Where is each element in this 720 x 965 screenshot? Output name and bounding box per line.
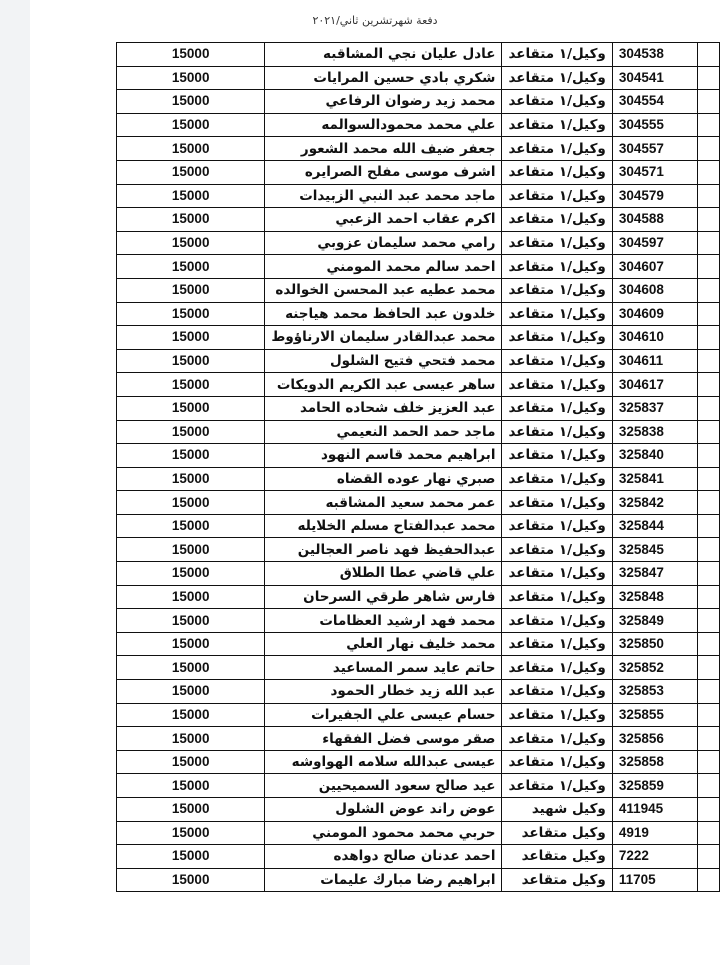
name-cell: عيد صالح سعود السميحيين [265,774,502,798]
table-row [117,845,720,869]
name-cell: عادل عليان نجي المشاقبه [265,43,502,67]
table-row [117,562,720,586]
name-cell: عوض راند عوض الشلول [265,798,502,822]
rank-type-cell: وكيل/١ متقاعد [502,562,612,586]
rank-type-cell: وكيل/١ متقاعد [502,113,612,137]
amount-cell: 15000 [117,750,265,774]
amount-cell: 15000 [117,703,265,727]
amount-cell: 15000 [117,137,265,161]
employee-id-cell: 11705 [612,868,697,892]
row-edge-cell [698,137,720,161]
row-edge-cell [698,750,720,774]
row-edge-cell [698,798,720,822]
name-cell: فارس شاهر طرقي السرحان [265,585,502,609]
name-cell: محمد فهد ارشيد العظامات [265,609,502,633]
table-row [117,444,720,468]
employee-id-cell: 4919 [612,821,697,845]
rank-type-cell: وكيل/١ متقاعد [502,231,612,255]
amount-cell: 15000 [117,680,265,704]
rank-type-cell: وكيل/١ متقاعد [502,774,612,798]
amount-cell: 15000 [117,326,265,350]
employee-id-cell: 325852 [612,656,697,680]
rank-type-cell: وكيل/١ متقاعد [502,680,612,704]
name-cell: احمد سالم محمد المومني [265,255,502,279]
rank-type-cell: وكيل/١ متقاعد [502,302,612,326]
amount-cell: 15000 [117,609,265,633]
row-edge-cell [698,396,720,420]
row-edge-cell [698,538,720,562]
row-edge-cell [698,255,720,279]
amount-cell: 15000 [117,514,265,538]
employee-id-cell: 304609 [612,302,697,326]
employee-id-cell: 304538 [612,43,697,67]
table-row [117,868,720,892]
employee-id-cell: 325853 [612,680,697,704]
rank-type-cell: وكيل متقاعد [502,868,612,892]
employee-id-cell: 304541 [612,66,697,90]
name-cell: صبري نهار عوده القضاه [265,467,502,491]
rank-type-cell: وكيل/١ متقاعد [502,66,612,90]
table-row [117,137,720,161]
name-cell: حسام عيسى علي الجفيرات [265,703,502,727]
amount-cell: 15000 [117,373,265,397]
rank-type-cell: وكيل/١ متقاعد [502,349,612,373]
amount-cell: 15000 [117,538,265,562]
row-edge-cell [698,656,720,680]
table-row [117,231,720,255]
amount-cell: 15000 [117,66,265,90]
employee-id-cell: 304557 [612,137,697,161]
table-row [117,821,720,845]
name-cell: حربي محمد محمود المومني [265,821,502,845]
table-row [117,184,720,208]
rank-type-cell: وكيل/١ متقاعد [502,90,612,114]
row-edge-cell [698,278,720,302]
employee-id-cell: 325847 [612,562,697,586]
table-row [117,680,720,704]
table-row [117,43,720,67]
rank-type-cell: وكيل/١ متقاعد [502,396,612,420]
amount-cell: 15000 [117,255,265,279]
employee-id-cell: 304579 [612,184,697,208]
name-cell: محمد زيد رضوان الرفاعي [265,90,502,114]
amount-cell: 15000 [117,467,265,491]
employee-id-cell: 325840 [612,444,697,468]
employee-id-cell: 325859 [612,774,697,798]
employee-id-cell: 325845 [612,538,697,562]
table-row [117,349,720,373]
rank-type-cell: وكيل/١ متقاعد [502,420,612,444]
name-cell: ابراهيم رضا مبارك عليمات [265,868,502,892]
table-row [117,302,720,326]
table-row [117,373,720,397]
amount-cell: 15000 [117,444,265,468]
name-cell: عيسى عبدالله سلامه الهواوشه [265,750,502,774]
amount-cell: 15000 [117,656,265,680]
employee-id-cell: 304611 [612,349,697,373]
name-cell: عمر محمد سعيد المشاقبه [265,491,502,515]
table-row [117,208,720,232]
table-row [117,326,720,350]
table-row [117,113,720,137]
employee-id-cell: 304610 [612,326,697,350]
row-edge-cell [698,585,720,609]
payment-table [116,42,720,892]
employee-id-cell: 304617 [612,373,697,397]
rank-type-cell: وكيل متقاعد [502,821,612,845]
name-cell: محمد عبدالفتاح مسلم الخلايله [265,514,502,538]
employee-id-cell: 325849 [612,609,697,633]
table-row [117,609,720,633]
row-edge-cell [698,514,720,538]
row-edge-cell [698,231,720,255]
employee-id-cell: 411945 [612,798,697,822]
row-edge-cell [698,113,720,137]
row-edge-cell [698,43,720,67]
amount-cell: 15000 [117,774,265,798]
amount-cell: 15000 [117,491,265,515]
name-cell: محمد عبدالقادر سليمان الارناؤوط [265,326,502,350]
rank-type-cell: وكيل متقاعد [502,845,612,869]
amount-cell: 15000 [117,420,265,444]
employee-id-cell: 325858 [612,750,697,774]
table-row [117,656,720,680]
row-edge-cell [698,420,720,444]
name-cell: شكري بادي حسين المرايات [265,66,502,90]
row-edge-cell [698,90,720,114]
table-row [117,420,720,444]
amount-cell: 15000 [117,585,265,609]
amount-cell: 15000 [117,868,265,892]
row-edge-cell [698,609,720,633]
rank-type-cell: وكيل/١ متقاعد [502,255,612,279]
employee-id-cell: 325838 [612,420,697,444]
row-edge-cell [698,467,720,491]
rank-type-cell: وكيل/١ متقاعد [502,467,612,491]
employee-id-cell: 304608 [612,278,697,302]
table-row [117,632,720,656]
name-cell: اكرم عقاب احمد الزعبي [265,208,502,232]
name-cell: ماجد محمد عبد النبي الزبيدات [265,184,502,208]
employee-id-cell: 304555 [612,113,697,137]
row-edge-cell [698,703,720,727]
rank-type-cell: وكيل/١ متقاعد [502,208,612,232]
employee-id-cell: 325856 [612,727,697,751]
row-edge-cell [698,774,720,798]
row-edge-cell [698,562,720,586]
name-cell: علي قاضي عطا الطلاق [265,562,502,586]
amount-cell: 15000 [117,43,265,67]
rank-type-cell: وكيل/١ متقاعد [502,184,612,208]
amount-cell: 15000 [117,727,265,751]
name-cell: اشرف موسى مفلح الصرايره [265,160,502,184]
document-title: دفعة شهرتشرين ثاني/٢٠٢١ [312,14,438,27]
amount-cell: 15000 [117,208,265,232]
row-edge-cell [698,444,720,468]
name-cell: صقر موسى فضل الفقهاء [265,727,502,751]
rank-type-cell: وكيل/١ متقاعد [502,656,612,680]
name-cell: عبد العزيز خلف شحاده الحامد [265,396,502,420]
table-row [117,774,720,798]
row-edge-cell [698,821,720,845]
name-cell: حاتم عايد سمر المساعيد [265,656,502,680]
table-row [117,491,720,515]
table-row [117,467,720,491]
row-edge-cell [698,184,720,208]
employee-id-cell: 325842 [612,491,697,515]
amount-cell: 15000 [117,798,265,822]
rank-type-cell: وكيل/١ متقاعد [502,491,612,515]
name-cell: عبدالحفيظ فهد ناصر العجالين [265,538,502,562]
employee-id-cell: 325848 [612,585,697,609]
rank-type-cell: وكيل/١ متقاعد [502,750,612,774]
amount-cell: 15000 [117,302,265,326]
row-edge-cell [698,160,720,184]
amount-cell: 15000 [117,562,265,586]
amount-cell: 15000 [117,278,265,302]
row-edge-cell [698,349,720,373]
employee-id-cell: 325850 [612,632,697,656]
row-edge-cell [698,66,720,90]
rank-type-cell: وكيل/١ متقاعد [502,585,612,609]
amount-cell: 15000 [117,632,265,656]
name-cell: ابراهيم محمد قاسم النهود [265,444,502,468]
amount-cell: 15000 [117,184,265,208]
rank-type-cell: وكيل/١ متقاعد [502,326,612,350]
employee-id-cell: 304607 [612,255,697,279]
table-row [117,703,720,727]
payment-table-body [117,43,720,892]
amount-cell: 15000 [117,160,265,184]
employee-id-cell: 325841 [612,467,697,491]
name-cell: ماجد حمد الحمد النعيمي [265,420,502,444]
name-cell: محمد عطيه عبد المحسن الخوالده [265,278,502,302]
table-row [117,255,720,279]
amount-cell: 15000 [117,821,265,845]
employee-id-cell: 7222 [612,845,697,869]
rank-type-cell: وكيل/١ متقاعد [502,609,612,633]
row-edge-cell [698,326,720,350]
table-row [117,750,720,774]
table-row [117,727,720,751]
rank-type-cell: وكيل/١ متقاعد [502,278,612,302]
employee-id-cell: 304554 [612,90,697,114]
amount-cell: 15000 [117,396,265,420]
employee-id-cell: 304588 [612,208,697,232]
employee-id-cell: 325844 [612,514,697,538]
rank-type-cell: وكيل/١ متقاعد [502,538,612,562]
row-edge-cell [698,491,720,515]
amount-cell: 15000 [117,231,265,255]
name-cell: محمد فتحي فتيح الشلول [265,349,502,373]
row-edge-cell [698,727,720,751]
name-cell: خلدون عبد الحافظ محمد هياجنه [265,302,502,326]
table-row [117,585,720,609]
rank-type-cell: وكيل/١ متقاعد [502,160,612,184]
rank-type-cell: وكيل/١ متقاعد [502,373,612,397]
row-edge-cell [698,373,720,397]
amount-cell: 15000 [117,845,265,869]
amount-cell: 15000 [117,113,265,137]
document-page [30,0,720,965]
row-edge-cell [698,845,720,869]
rank-type-cell: وكيل شهيد [502,798,612,822]
amount-cell: 15000 [117,90,265,114]
table-row [117,278,720,302]
row-edge-cell [698,208,720,232]
table-row [117,798,720,822]
table-row [117,66,720,90]
rank-type-cell: وكيل/١ متقاعد [502,703,612,727]
employee-id-cell: 304571 [612,160,697,184]
rank-type-cell: وكيل/١ متقاعد [502,444,612,468]
rank-type-cell: وكيل/١ متقاعد [502,632,612,656]
table-row [117,538,720,562]
row-edge-cell [698,680,720,704]
amount-cell: 15000 [117,349,265,373]
rank-type-cell: وكيل/١ متقاعد [502,514,612,538]
row-edge-cell [698,632,720,656]
rank-type-cell: وكيل/١ متقاعد [502,727,612,751]
name-cell: احمد عدنان صالح دواهده [265,845,502,869]
table-row [117,90,720,114]
name-cell: رامي محمد سليمان عزوبي [265,231,502,255]
table-row [117,160,720,184]
name-cell: جعفر ضيف الله محمد الشعور [265,137,502,161]
row-edge-cell [698,868,720,892]
name-cell: عبد الله زيد خطار الحمود [265,680,502,704]
name-cell: ساهر عيسى عبد الكريم الدويكات [265,373,502,397]
rank-type-cell: وكيل/١ متقاعد [502,137,612,161]
name-cell: محمد خليف نهار العلي [265,632,502,656]
name-cell: علي محمد محمودالسوالمه [265,113,502,137]
employee-id-cell: 325855 [612,703,697,727]
table-row [117,396,720,420]
rank-type-cell: وكيل/١ متقاعد [502,43,612,67]
employee-id-cell: 304597 [612,231,697,255]
employee-id-cell: 325837 [612,396,697,420]
row-edge-cell [698,302,720,326]
table-row [117,514,720,538]
